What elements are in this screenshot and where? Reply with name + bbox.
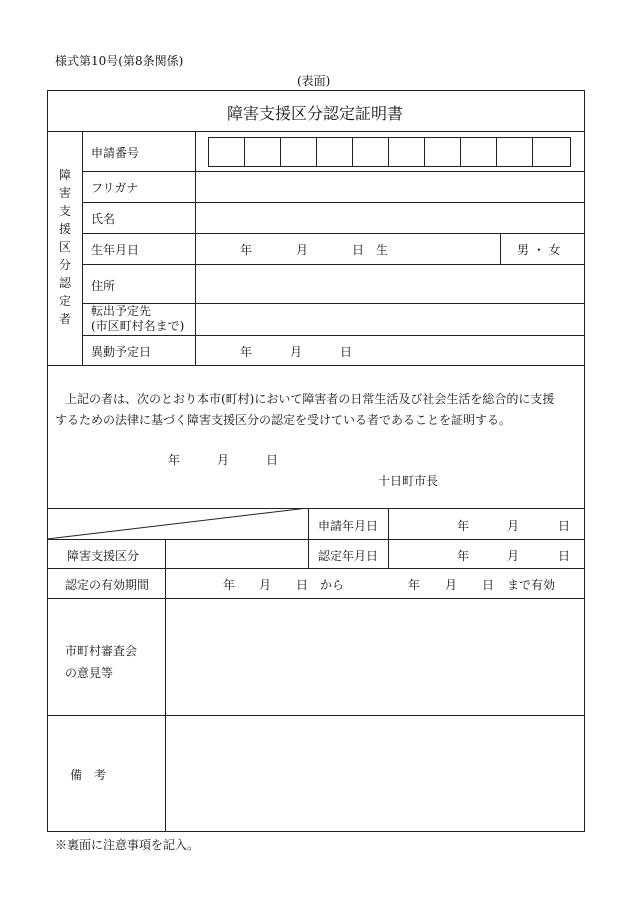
digit-box[interactable] — [352, 137, 389, 167]
name-field[interactable] — [196, 203, 584, 233]
divider — [82, 335, 585, 336]
certification-text-line1: 上記の者は、次のとおり本市(町村)において障害者の日常生活及び社会生活を総合的に支援 — [65, 392, 555, 406]
address-label: 住所 — [91, 279, 116, 293]
issue-day-label: 日 — [266, 453, 279, 467]
application-number-label: 申請番号 — [91, 146, 140, 160]
divider — [47, 131, 585, 132]
digit-box[interactable] — [424, 137, 461, 167]
divider — [47, 539, 585, 540]
digit-box[interactable] — [280, 137, 317, 167]
digit-box[interactable] — [532, 137, 571, 167]
divider — [47, 568, 585, 569]
council-opinion-label: 市町村審査会 の意見等 — [65, 644, 138, 680]
until-valid-label: まで有効 — [507, 578, 556, 592]
move-destination-field[interactable] — [196, 304, 584, 335]
divider — [82, 131, 83, 365]
remarks-field[interactable] — [166, 716, 584, 831]
birth-month-label: 月 — [296, 243, 309, 257]
furigana-field[interactable] — [196, 172, 584, 202]
digit-box[interactable] — [208, 137, 245, 167]
valid-from-year: 年 — [223, 578, 236, 592]
birth-year-label: 年 — [240, 243, 253, 257]
support-category-label: 障害支援区分 — [67, 549, 140, 563]
footnote: ※裏面に注意事項を記入。 — [55, 838, 200, 852]
name-label: 氏名 — [91, 212, 116, 226]
divider — [82, 233, 585, 234]
birthdate-label: 生年月日 — [91, 243, 140, 257]
digit-box[interactable] — [496, 137, 533, 167]
form-title: 障害支援区分認定証明書 — [226, 104, 403, 123]
divider — [388, 508, 389, 568]
birth-day-label: 日 — [352, 243, 365, 257]
support-category-field[interactable] — [166, 540, 308, 568]
issue-year-label: 年 — [168, 453, 181, 467]
digit-box[interactable] — [316, 137, 353, 167]
application-number-boxes[interactable] — [208, 137, 571, 167]
valid-to-year: 年 — [408, 578, 421, 592]
digit-box[interactable] — [388, 137, 425, 167]
valid-to-month: 月 — [445, 578, 458, 592]
certification-date-label: 認定年月日 — [318, 549, 379, 563]
vertical-label: 障 害 支 援 区 分 認 定 者 — [58, 168, 71, 326]
valid-from-day: 日 — [296, 578, 309, 592]
furigana-label: フリガナ — [91, 181, 139, 195]
move-year-label: 年 — [240, 345, 253, 359]
issuer-name: 十日町市長 — [378, 474, 439, 488]
valid-from-month: 月 — [259, 578, 272, 592]
cert-day-label: 日 — [558, 549, 571, 563]
remarks-label: 備 考 — [70, 768, 107, 782]
move-destination-label: 転出予定先 (市区町村名まで) — [91, 304, 185, 333]
app-year-label: 年 — [457, 519, 470, 533]
application-date-label: 申請年月日 — [318, 519, 379, 533]
form-number: 様式第10号(第8条関係) — [55, 54, 184, 68]
council-opinion-field[interactable] — [166, 599, 584, 715]
divider — [500, 233, 501, 264]
app-month-label: 月 — [507, 519, 520, 533]
birth-suffix-label: 生 — [376, 243, 389, 257]
from-label: から — [320, 578, 345, 592]
validity-period-label: 認定の有効期間 — [65, 578, 150, 592]
move-date-label: 異動予定日 — [91, 345, 152, 359]
valid-to-day: 日 — [482, 578, 495, 592]
certification-text-line2: するための法律に基づく障害支援区分の認定を受けている者であることを証明する。 — [55, 413, 512, 427]
cert-year-label: 年 — [457, 549, 470, 563]
app-day-label: 日 — [558, 519, 571, 533]
divider — [47, 365, 585, 366]
side-label: (表面) — [297, 74, 331, 88]
issue-month-label: 月 — [217, 453, 230, 467]
gender-choice[interactable]: 男 ・ 女 — [517, 243, 561, 257]
digit-box[interactable] — [244, 137, 281, 167]
digit-box[interactable] — [460, 137, 497, 167]
diagonal-slash — [47, 508, 309, 539]
move-day-label: 日 — [340, 345, 353, 359]
address-field[interactable] — [196, 265, 584, 303]
move-month-label: 月 — [290, 345, 303, 359]
cert-month-label: 月 — [507, 549, 520, 563]
